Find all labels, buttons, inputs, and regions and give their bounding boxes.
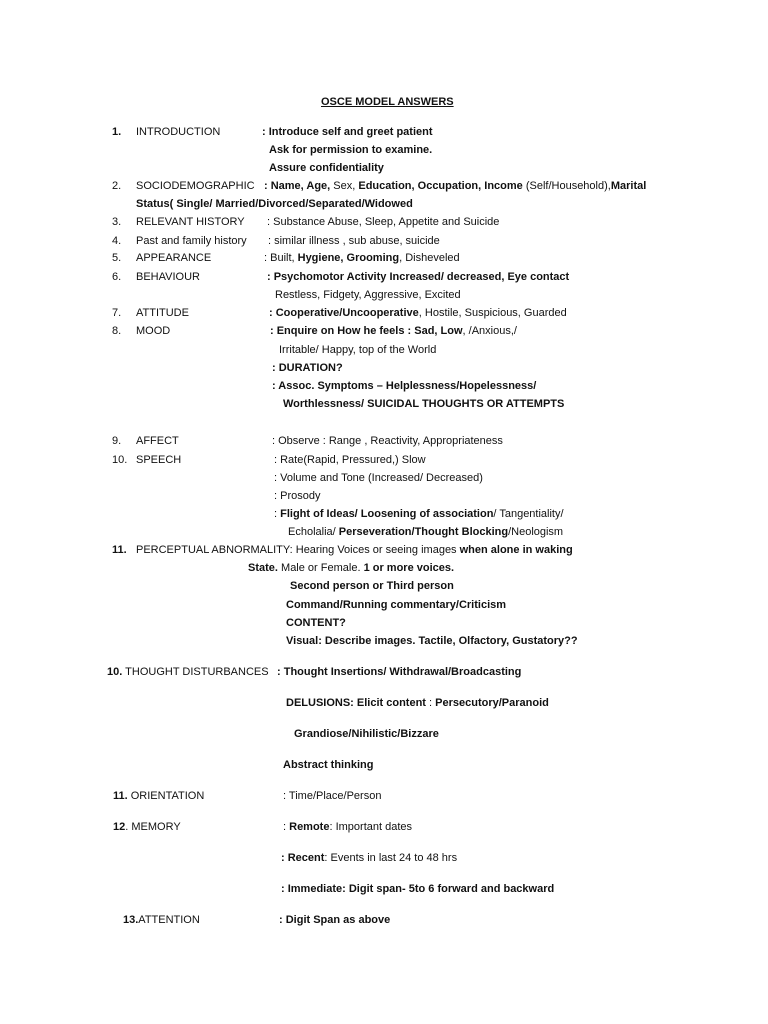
text-run: Male or Female.	[277, 562, 364, 574]
text-run: : Recent	[281, 852, 325, 864]
item-detail: : DURATION?	[272, 362, 343, 374]
text-run: State.	[248, 562, 278, 574]
item-number: 2.	[112, 180, 122, 192]
text-run: 11.	[113, 790, 128, 802]
text-run: :	[425, 697, 436, 709]
text-run: : Important dates	[329, 821, 413, 833]
text-run: /Neologism	[508, 526, 564, 538]
item-label: SOCIODEMOGRAPHIC	[136, 180, 255, 192]
item-label: MOOD	[136, 325, 171, 337]
text-run: ORIENTATION	[127, 790, 205, 802]
item-detail: Status( Single/ Married/Divorced/Separated/Widowed	[136, 198, 413, 210]
item-number: 8.	[112, 325, 122, 337]
item-number: 3.	[112, 216, 122, 228]
text-run: 10.	[107, 666, 123, 678]
text-run: / Tangentiality/	[493, 508, 564, 520]
item-label: SPEECH	[136, 454, 182, 466]
item-label	[136, 543, 573, 557]
item-detail: : Substance Abuse, Sleep, Appetite and Suicide	[267, 216, 500, 228]
item-heading	[113, 789, 204, 803]
text-run: Flight of Ideas/ Loosening of association	[280, 508, 494, 520]
text-run: : Built,	[264, 252, 298, 264]
item-detail: : Immediate: Digit span- 5to 6 forward and backward	[281, 883, 555, 895]
item-detail	[248, 561, 454, 575]
item-detail: Command/Running commentary/Criticism	[286, 599, 507, 611]
item-number: 4.	[112, 235, 122, 247]
text-run: Hygiene, Grooming	[297, 252, 400, 264]
item-detail	[269, 306, 567, 320]
item-detail: Worthlessness/ SUICIDAL THOUGHTS OR ATTEMPTS	[283, 398, 565, 410]
item-detail: Assure confidentiality	[269, 162, 384, 174]
item-detail: Second person or Third person	[290, 580, 454, 592]
item-detail: : Rate(Rapid, Pressured,) Slow	[274, 454, 426, 466]
item-heading	[123, 913, 200, 927]
item-detail: : Digit Span as above	[279, 914, 391, 926]
text-run: Persecutory/Paranoid	[435, 697, 549, 709]
text-run: Remote	[289, 821, 330, 833]
item-detail: : Introduce self and greet patient	[262, 126, 433, 138]
text-run: :	[274, 508, 281, 520]
item-detail: CONTENT?	[286, 617, 346, 629]
item-detail: Grandiose/Nihilistic/Bizzare	[294, 728, 439, 740]
item-label: INTRODUCTION	[136, 126, 221, 138]
document-title: OSCE MODEL ANSWERS	[321, 96, 454, 108]
item-number: 1.	[112, 126, 122, 138]
item-label: ATTITUDE	[136, 307, 189, 319]
item-heading	[107, 665, 269, 679]
item-detail	[270, 324, 517, 338]
item-detail: : similar illness , sub abuse, suicide	[268, 235, 440, 247]
text-run: DELUSIONS: Elicit content	[286, 697, 426, 709]
item-detail: Restless, Fidgety, Aggressive, Excited	[275, 289, 461, 301]
text-run: :	[283, 821, 290, 833]
item-detail	[274, 507, 564, 521]
item-detail: : Thought Insertions/ Withdrawal/Broadcasting	[277, 666, 522, 678]
item-number: 6.	[112, 271, 122, 283]
text-run: : Cooperative/Uncooperative	[269, 307, 419, 319]
item-detail	[286, 696, 549, 710]
item-detail: Visual: Describe images. Tactile, Olfactory, Gustatory??	[286, 635, 578, 647]
item-detail: : Observe : Range , Reactivity, Appropriateness	[272, 435, 503, 447]
item-detail	[264, 251, 460, 265]
item-detail	[281, 851, 457, 865]
item-detail	[288, 525, 563, 539]
item-number: 9.	[112, 435, 122, 447]
text-run: Marital	[610, 180, 647, 192]
text-run: . MEMORY	[125, 821, 181, 833]
text-run: Sex,	[330, 180, 359, 192]
item-detail: Abstract thinking	[283, 759, 374, 771]
item-detail: : Prosody	[274, 490, 321, 502]
item-detail	[283, 820, 412, 834]
text-run: 12	[113, 821, 126, 833]
text-run: 13.	[123, 914, 139, 926]
text-run: : Events in last 24 to 48 hrs	[324, 852, 458, 864]
text-run: when alone in waking	[459, 544, 573, 556]
text-run: Education, Occupation, Income	[358, 180, 523, 192]
item-detail: Ask for permission to examine.	[269, 144, 433, 156]
item-detail: : Assoc. Symptoms – Helplessness/Hopelessness/	[272, 380, 537, 392]
text-run: Echolalia/	[288, 526, 339, 538]
item-number: 5.	[112, 252, 122, 264]
text-run: Perseveration/Thought Blocking	[338, 526, 509, 538]
item-detail: Irritable/ Happy, top of the World	[279, 344, 437, 356]
item-detail	[264, 179, 646, 193]
item-label: BEHAVIOUR	[136, 271, 200, 283]
text-run: , Hostile, Suspicious, Guarded	[418, 307, 567, 319]
text-run: ATTENTION	[138, 914, 200, 926]
item-detail: : Volume and Tone (Increased/ Decreased)	[274, 472, 483, 484]
item-number: 11.	[112, 544, 127, 556]
item-detail: : Time/Place/Person	[283, 790, 382, 802]
item-label: RELEVANT HISTORY	[136, 216, 245, 228]
text-run: : Name, Age,	[264, 180, 331, 192]
item-number: 7.	[112, 307, 122, 319]
text-run: : Enquire on How he feels : Sad, Low	[270, 325, 463, 337]
text-run: , Disheveled	[399, 252, 460, 264]
text-run: 1 or more voices.	[363, 562, 455, 574]
item-heading	[113, 820, 181, 834]
text-run: THOUGHT DISTURBANCES	[122, 666, 269, 678]
item-label: Past and family history	[136, 235, 247, 247]
item-detail: : Psychomotor Activity Increased/ decreased, Eye contact	[267, 271, 570, 283]
item-label: APPEARANCE	[136, 252, 212, 264]
text-run: , /Anxious,/	[462, 325, 517, 337]
item-number: 10.	[112, 454, 128, 466]
text-run: (Self/Household),	[522, 180, 611, 192]
text-run: PERCEPTUAL ABNORMALITY: Hearing Voices or seeing images	[136, 544, 460, 556]
item-label: AFFECT	[136, 435, 179, 447]
